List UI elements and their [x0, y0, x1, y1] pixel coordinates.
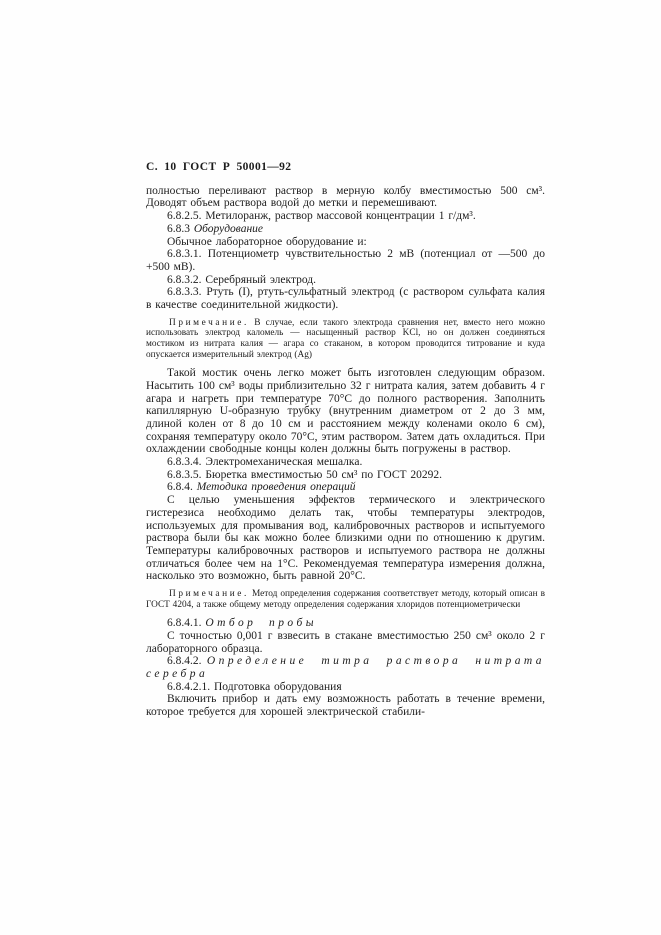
- paragraph-method: С целью уменьшения эффектов термического и электрического гистерезиса необходимо делать так, чтобы температуры электродов, используемых для промывания вод, калибровочных растворов и испытуемого раствора были бы как можно более близкими одни по отношению к другим. Температуры калибровочных растворов и испытуемого раствора не должны отличаться более чем на 1°С. Рекомендуемая температура измерения должна, насколько это возможно, быть равной 20°С.: [146, 494, 545, 583]
- item-6-8-3-5: 6.8.3.5. Бюретка вместимостью 50 см³ по ГОСТ 20292.: [167, 468, 443, 481]
- note-label: Примечание.: [169, 589, 249, 600]
- section-heading-6-8-4-1: [146, 617, 545, 630]
- item-6-8-3-2: 6.8.3.2. Серебряный электрод.: [167, 273, 317, 286]
- note-label: Примечание.: [169, 317, 249, 328]
- section-number: 6.8.4.2.: [167, 655, 202, 668]
- item-6-8-2-5: 6.8.2.5. Метилоранж, раствор массовой концентрации 1 г/дм³.: [167, 210, 476, 223]
- item-6-8-4-2-1: 6.8.4.2.1. Подготовка оборудования: [167, 680, 342, 693]
- item-6-8-3-3: 6.8.3.3. Ртуть (I), ртуть-сульфатный электрод (с раствором сульфата калия в качестве соединительной жидкости).: [146, 286, 545, 312]
- note-2: [146, 589, 545, 610]
- paragraph-bridge: Такой мостик очень легко может быть изготовлен следующим образом. Насытить 100 см³ воды приблизительно 32 г нитрата калия, затем добавить 4 г агара и нагреть при температуре 70°С до полного растворения. Заполнить капиллярную U-образную трубку (внутренним диаметром от 2 до 3 мм, длиной колен от 8 до 10 см и расстоянием между коленами около 6 см), сохраняя температуру около 70°С, этим раствором. Затем дать охладиться. При охлаждении свободные концы колен должны быть погружены в раствор.: [146, 367, 545, 456]
- section-number: 6.8.4.: [167, 481, 193, 494]
- paragraph-final: Включить прибор и дать ему возможность работать в течение времени, которое требуется для хорошей электрической стабили-: [146, 693, 545, 719]
- section-heading-6-8-4: [146, 481, 545, 494]
- item-6-8-3-1: 6.8.3.1. Потенциометр чувствительностью 2 мВ (потенциал от —500 до +500 мВ).: [146, 248, 545, 273]
- section-title: Методика проведения операций: [196, 481, 356, 494]
- section-number: 6.8.3: [167, 222, 190, 235]
- text-column: [146, 161, 545, 719]
- section-heading-6-8-4-2: [146, 655, 545, 680]
- item-6-8-3-4: 6.8.3.4. Электромеханическая мешалка.: [167, 456, 363, 469]
- note-text: Метод определения содержания соответствует методу, который описан в ГОСТ 4204, а также общему методу определения содержания хлоридов потенциометрически: [146, 589, 545, 610]
- section-number: 6.8.4.1.: [167, 617, 202, 630]
- note-1: [146, 318, 545, 360]
- section-title: Определение титра раствора нитрата серебра: [146, 655, 546, 681]
- section-title: Отбор пробы: [205, 617, 317, 630]
- paragraph-intro-continued: полностью переливают раствор в мерную колбу вместимостью 500 см³. Доводят объем раствора водой до метки и перемешивают.: [146, 184, 545, 210]
- note-text: В случае, если такого электрода сравнения нет, вместо него можно использовать электрод каломель — насыщенный раствор KCl, но он должен соединяться мостиком из нитрата калия — агара со стаканом, в котором проводится титрование и куда опускается измерительный электрод (Ag): [146, 317, 546, 360]
- section-heading-6-8-3: [146, 223, 545, 236]
- paragraph-equipment-intro: Обычное лабораторное оборудование и:: [167, 235, 367, 248]
- paragraph-sampling: С точностью 0,001 г взвесить в стакане вместимостью 250 см³ около 2 г лабораторного образца.: [146, 629, 545, 655]
- page-header: С. 10 ГОСТ Р 50001—92: [146, 161, 292, 173]
- section-title: Оборудование: [193, 222, 264, 235]
